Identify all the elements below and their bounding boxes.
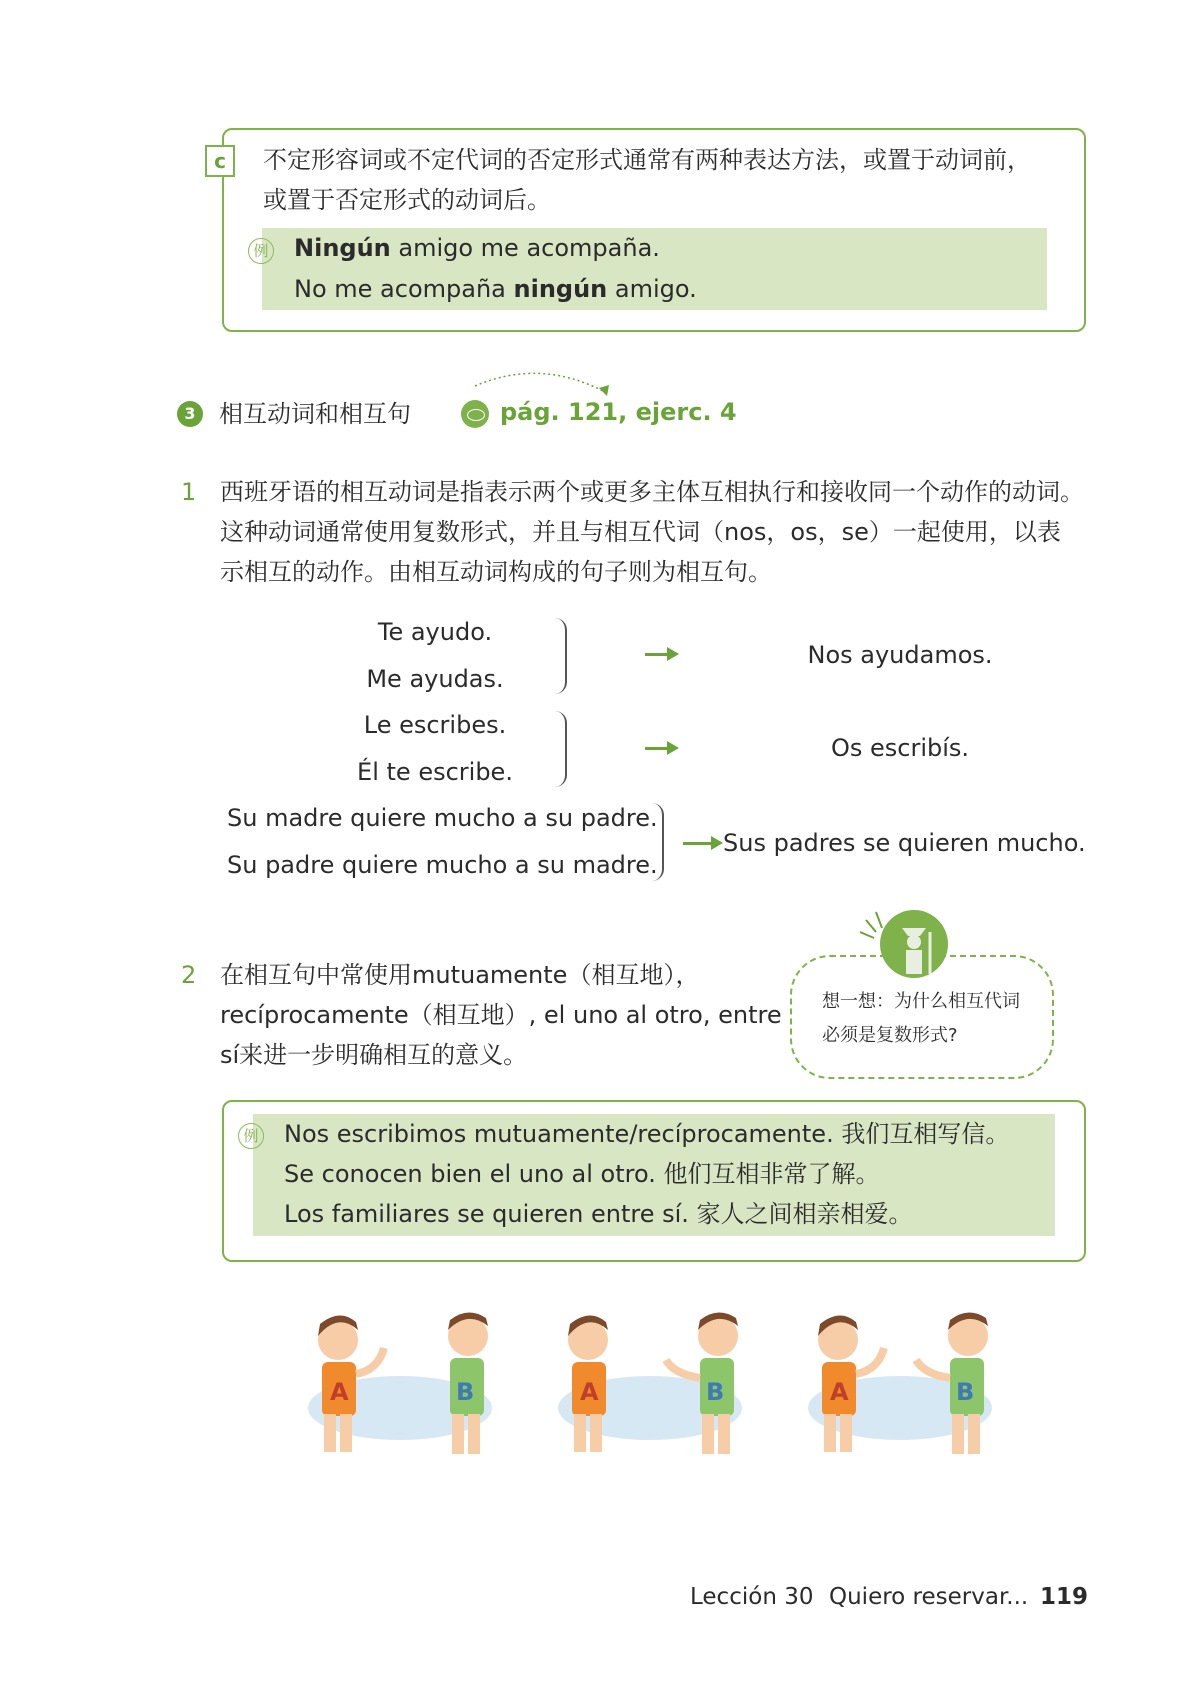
example-line: Se conocen bien el uno al otro. 他们互相非常了解。 [284,1160,880,1188]
shirt-letter: A [580,1378,599,1406]
page-number: 119 [1040,1584,1089,1610]
transform-source: Él te escribe. [357,758,513,786]
pair-wave-wave [308,1312,492,1454]
pair-open-hand [558,1312,742,1454]
arrow-icon [645,653,669,656]
point1-line3: 示相互的动作。由相互动词构成的句子则为相互句。 [220,558,772,586]
exercise-reference[interactable]: pág. 121, ejerc. 4 [500,398,737,426]
pair-wave-open [808,1312,992,1454]
example-bold: ningún [513,275,608,303]
point2-line2: recíprocamente（相互地）, el uno al otro, entre [220,1001,782,1029]
shirt-letter: A [330,1378,349,1406]
point-number: 1 [181,478,197,506]
note-c-line1: 不定形容词或不定代词的否定形式通常有两种表达方法，或置于动词前， [263,146,1031,174]
section-number: 3 [177,401,203,427]
arrow-icon [683,842,713,845]
brace [555,711,567,787]
point2-line3: sí来进一步明确相互的意义。 [220,1041,528,1069]
example-text: amigo me acompaña. [390,234,660,262]
shirt-letter: A [830,1378,849,1406]
example-bold: Ningún [294,234,391,262]
footer-title: Quiero reservar... [829,1584,1029,1610]
section-tag-c: c [205,145,235,177]
arrow-icon [645,747,669,750]
example-line: Nos escribimos mutuamente/recíprocamente. 我们互相写信。 [284,1120,1010,1148]
brace [555,618,567,694]
transform-result: Nos ayudamos. [807,641,993,669]
think-line2: 必须是复数形式? [822,1025,958,1046]
transform-result: Sus padres se quieren mucho. [723,829,1086,857]
example-icon: 例 [238,1123,264,1149]
example-line: Los familiares se quieren entre sí. 家人之间相亲相爱。 [284,1200,913,1228]
section-title: 相互动词和相互句 [219,400,411,428]
transform-source: Me ayudas. [366,665,504,693]
transform-source: Le escribes. [363,711,507,739]
transform-source: Te ayudo. [377,618,493,646]
example-c-line2 [294,269,697,309]
transform-source: Su madre quiere mucho a su padre. [227,804,658,832]
shirt-letter: B [706,1378,725,1406]
example-icon: 例 [248,238,274,264]
brace [652,803,664,881]
transform-source: Su padre quiere mucho a su madre. [227,851,658,879]
point1-line2: 这种动词通常使用复数形式，并且与相互代词（nos，os，se）一起使用，以表 [220,518,1061,546]
example-text: No me acompaña [294,275,514,303]
example-text: amigo. [607,275,697,303]
shirt-letter: B [456,1378,475,1406]
note-c-line2: 或置于否定形式的动词后。 [263,186,551,214]
illustration [300,1300,1020,1480]
don-quixote-icon [858,908,958,980]
example-c-line1 [294,228,660,268]
point-number: 2 [181,961,197,989]
footer-lesson: Lección 30 [690,1584,814,1610]
point2-line1: 在相互句中常使用mutuamente（相互地）， [220,961,700,989]
transform-result: Os escribís. [830,734,970,762]
eye-icon [461,400,489,428]
point1-line1: 西班牙语的相互动词是指表示两个或更多主体互相执行和接收同一个动作的动词。 [220,478,1084,506]
shirt-letter: B [956,1378,975,1406]
think-line1: 想一想：为什么相互代词 [822,991,1020,1012]
